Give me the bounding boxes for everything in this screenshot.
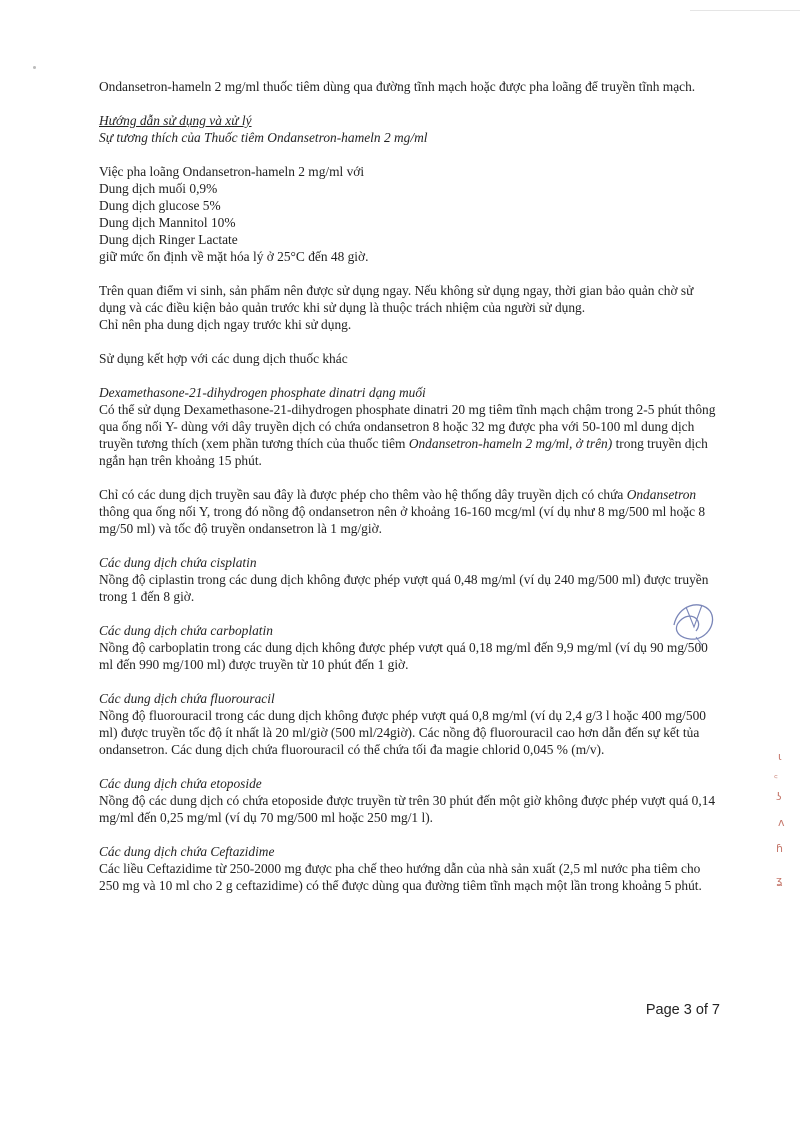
dilution-line: Dung dịch glucose 5% — [99, 198, 221, 213]
dilution-line: giữ mức ổn định về mặt hóa lý ở 25°C đến 48 giờ. — [99, 249, 369, 264]
allowed-italic: Ondansetron — [626, 487, 697, 502]
scan-dot — [33, 66, 36, 69]
dexamethasone-title: Dexamethasone-21-dihydrogen phosphate dinatri dạng muối — [99, 385, 426, 400]
usage-heading: Hướng dẫn sử dụng và xử lý — [99, 113, 252, 128]
dilution-line: Dung dịch Mannitol 10% — [99, 215, 236, 230]
page-number: Page 3 of 7 — [645, 1002, 720, 1018]
prepare-paragraph: Chỉ nên pha dung dịch ngay trước khi sử dụng. — [99, 317, 352, 332]
allowed-text-end: thông qua ống nối Y, trong đó nồng độ ondansetron nên ở khoảng 16-160 mcg/ml (ví dụ như 8 mg/500 ml hoặc 8 mg/50 ml) và tốc độ truyền ondansetron là 1 mg/giờ. — [99, 504, 706, 536]
allowed-text: Chỉ có các dung dịch truyền sau đây là được phép cho thêm vào hệ thống dây truyền dịch có chứa — [99, 487, 627, 502]
document-body — [99, 78, 723, 894]
dilution-line: Dung dịch muối 0,9% — [99, 181, 218, 196]
dexamethasone-italic: Ondansetron-hameln 2 mg/ml, ở trên) — [408, 436, 613, 451]
combined-use-heading: Sử dụng kết hợp với các dung dịch thuốc khác — [99, 351, 348, 366]
fluorouracil-paragraph: Nồng độ fluorouracil trong các dung dịch không được phép vượt quá 0,8 mg/ml (ví dụ 2,4 g/3 l hoặc 400 mg/500 ml) được truyền tốc độ ít nhất là 20 ml/giờ (500 ml/24giờ). Các nồng độ fluorouracil cao hơn dẫn đến sự kết tủa ondansetron. Các dung dịch chứa fluorouracil có thể chứa tối đa magie chlorid 0,045 % (m/v). — [99, 708, 706, 757]
ceftazidime-paragraph: Các liều Ceftazidime từ 250-2000 mg được pha chế theo hướng dẫn của nhà sản xuất (2,5 ml nước pha tiêm cho 250 mg và 10 ml cho 2 g ceftazidime) có thể được dùng qua đường tiêm tĩnh mạch một lần trong khoảng 5 phút. — [99, 861, 702, 893]
fluorouracil-title: Các dung dịch chứa fluorouracil — [99, 691, 275, 706]
dexamethasone-paragraph — [99, 401, 723, 469]
allowed-solutions-paragraph — [99, 486, 723, 537]
dexamethasone-text: Có thể sử dụng Dexamethasone-21-dihydrogen phosphate dinatri 20 mg tiêm tĩnh mạch chậm trong 2-5 phút thông qua ống nối Y- dùng với dây truyền dịch có chứa ondansetron 8 hoặc 32 mg được pha với 50-100 ml dung dịch truyền tương thích (xem phần tương thích của thuốc tiêm — [99, 402, 716, 451]
dexamethasone-text-end: trong truyền dịch ngắn hạn trên khoảng 15 phút. — [99, 436, 708, 468]
cisplatin-paragraph: Nồng độ ciplastin trong các dung dịch không được phép vượt quá 0,48 mg/ml (ví dụ 240 mg/500 ml) được truyền trong 1 đến 8 giờ. — [99, 572, 709, 604]
etoposide-paragraph: Nồng độ các dung dịch có chứa etoposide được truyền từ trên 30 phút đến một giờ không được phép vượt quá 0,14 mg/ml đến 0,25 mg/ml (ví dụ 70 mg/500 ml hoặc 250 mg/1 l). — [99, 793, 716, 825]
etoposide-title: Các dung dịch chứa etoposide — [99, 776, 262, 791]
compatibility-heading: Sự tương thích của Thuốc tiêm Ondansetron-hameln 2 mg/ml — [99, 130, 428, 145]
cisplatin-title: Các dung dịch chứa cisplatin — [99, 555, 257, 570]
ceftazidime-title: Các dung dịch chứa Ceftazidime — [99, 844, 275, 859]
dilution-list — [99, 163, 723, 265]
dilution-line: Việc pha loãng Ondansetron-hameln 2 mg/ml với — [99, 164, 365, 179]
microbiology-paragraph: Trên quan điểm vi sinh, sản phẩm nên được sử dụng ngay. Nếu không sử dụng ngay, thời gian bảo quản chờ sử dụng và các điều kiện bảo quản trước khi sử dụng là thuộc trách nhiệm của người sử dụng. — [99, 283, 694, 315]
scan-edge-marks: ɩ ꜀ ʖ ʌ ɦ ʓ — [774, 750, 785, 887]
carboplatin-paragraph: Nồng độ carboplatin trong các dung dịch không được phép vượt quá 0,18 mg/ml đến 9,9 mg/ml (ví dụ 90 mg/500 ml đến 990 mg/100 ml) được truyền từ 10 phút đến 1 giờ. — [99, 640, 708, 672]
dilution-line: Dung dịch Ringer Lactate — [99, 232, 238, 247]
intro-paragraph: Ondansetron-hameln 2 mg/ml thuốc tiêm dùng qua đường tĩnh mạch hoặc được pha loãng để truyền tĩnh mạch. — [99, 79, 696, 94]
signature-stamp-icon — [666, 597, 718, 647]
carboplatin-title: Các dung dịch chứa carboplatin — [99, 623, 273, 638]
scan-edge-line — [690, 10, 800, 11]
